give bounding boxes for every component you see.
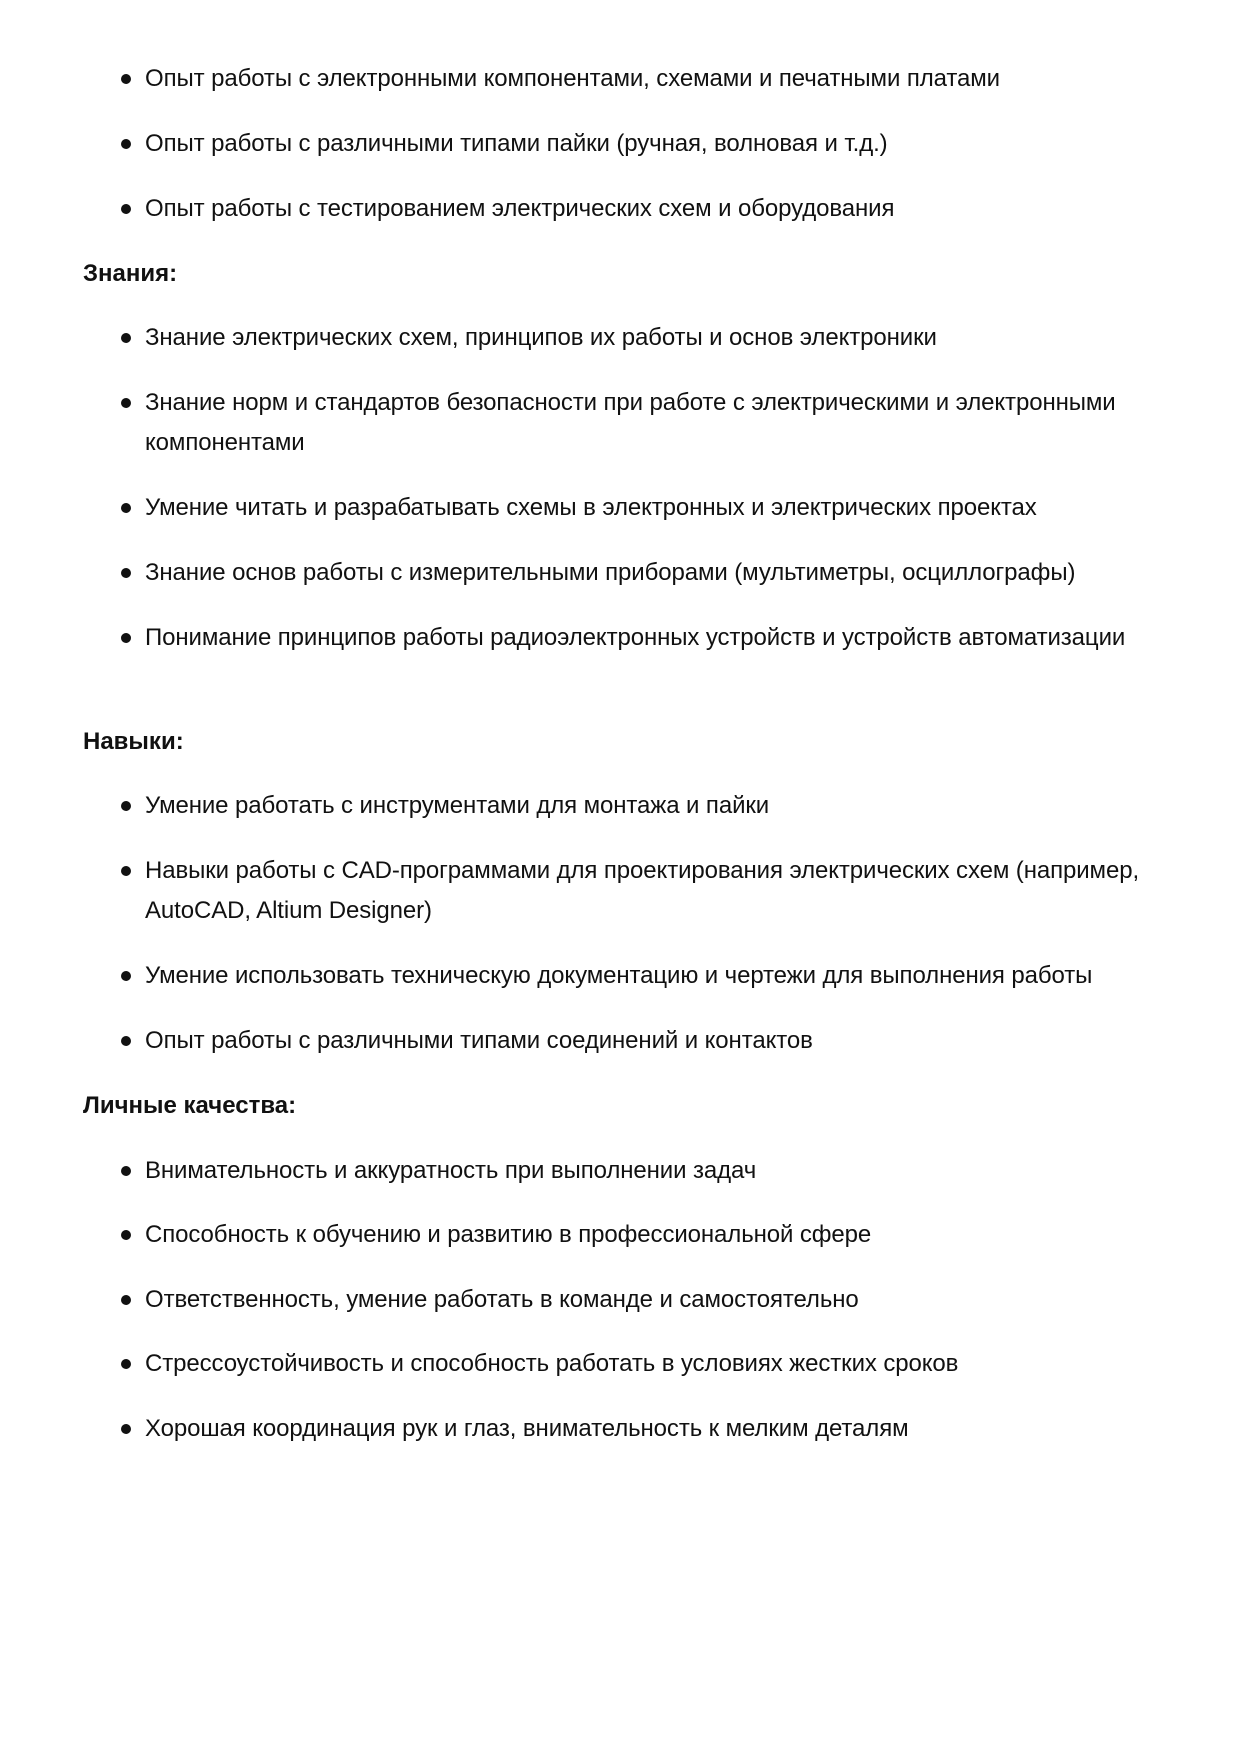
- list-item: [145, 488, 1155, 528]
- list-item: [145, 956, 1155, 996]
- list-item: [145, 1151, 1155, 1191]
- list-item-text: Умение читать и разрабатывать схемы в электронных и электрических проектах: [145, 494, 1037, 521]
- bullet-icon: [121, 568, 131, 578]
- list-item-text: Внимательность и аккуратность при выполнении задач: [145, 1157, 757, 1184]
- list-item: [145, 124, 1155, 164]
- bullet-icon: [121, 333, 131, 343]
- list-item: [145, 1280, 1155, 1320]
- list-item: [145, 59, 1155, 99]
- list-item-text: Понимание принципов работы радиоэлектронных устройств и устройств автоматизации: [145, 624, 1126, 651]
- list-item: [145, 553, 1155, 593]
- list-item-text: Навыки работы с CAD-программами для проектирования электрических схем (например, AutoCAD, Altium Designer): [145, 857, 1140, 924]
- list-item-text: Опыт работы с различными типами пайки (ручная, волновая и т.д.): [145, 130, 888, 157]
- list-item: [145, 1344, 1155, 1384]
- bullet-icon: [121, 1424, 131, 1434]
- list-item: [145, 851, 1155, 931]
- bullet-icon: [121, 866, 131, 876]
- section-heading-personal-qualities: Личные качества:: [83, 1092, 297, 1119]
- list-item: [145, 189, 1155, 229]
- section-heading-skills: Навыки:: [83, 728, 184, 755]
- bullet-icon: [121, 971, 131, 981]
- list-item: [145, 1021, 1155, 1061]
- bullet-icon: [121, 74, 131, 84]
- bullet-icon: [121, 1036, 131, 1046]
- list-item-text: Опыт работы с различными типами соединений и контактов: [145, 1027, 813, 1054]
- bullet-icon: [121, 801, 131, 811]
- bullet-icon: [121, 398, 131, 408]
- list-item-text: Стрессоустойчивость и способность работать в условиях жестких сроков: [145, 1350, 959, 1377]
- bullet-icon: [121, 633, 131, 643]
- bullet-icon: [121, 1359, 131, 1369]
- list-item-text: Способность к обучению и развитию в профессиональной сфере: [145, 1221, 872, 1248]
- list-item: [145, 1409, 1155, 1449]
- list-item-text: Опыт работы с тестированием электрических схем и оборудования: [145, 195, 895, 222]
- list-item-text: Умение использовать техническую документацию и чертежи для выполнения работы: [145, 962, 1093, 989]
- list-item-text: Ответственность, умение работать в команде и самостоятельно: [145, 1286, 859, 1313]
- bullet-icon: [121, 1230, 131, 1240]
- list-item-text: Опыт работы с электронными компонентами, схемами и печатными платами: [145, 65, 1000, 92]
- list-item-text: Знание основ работы с измерительными приборами (мультиметры, осциллографы): [145, 559, 1076, 586]
- list-item-text: Хорошая координация рук и глаз, внимательность к мелким деталям: [145, 1415, 909, 1442]
- bullet-icon: [121, 1166, 131, 1176]
- bullet-icon: [121, 139, 131, 149]
- bullet-icon: [121, 503, 131, 513]
- bullet-icon: [121, 1295, 131, 1305]
- list-item-text: Знание электрических схем, принципов их работы и основ электроники: [145, 324, 937, 351]
- list-item: [145, 318, 1155, 358]
- list-item: [145, 786, 1155, 826]
- list-item: [145, 1215, 1155, 1255]
- list-item: [145, 618, 1155, 658]
- bullet-icon: [121, 204, 131, 214]
- section-heading-knowledge: Знания:: [83, 260, 178, 287]
- list-item: [145, 383, 1155, 463]
- list-item-text: Знание норм и стандартов безопасности при работе с электрическими и электронными компонентами: [145, 389, 1116, 456]
- list-item-text: Умение работать с инструментами для монтажа и пайки: [145, 792, 770, 819]
